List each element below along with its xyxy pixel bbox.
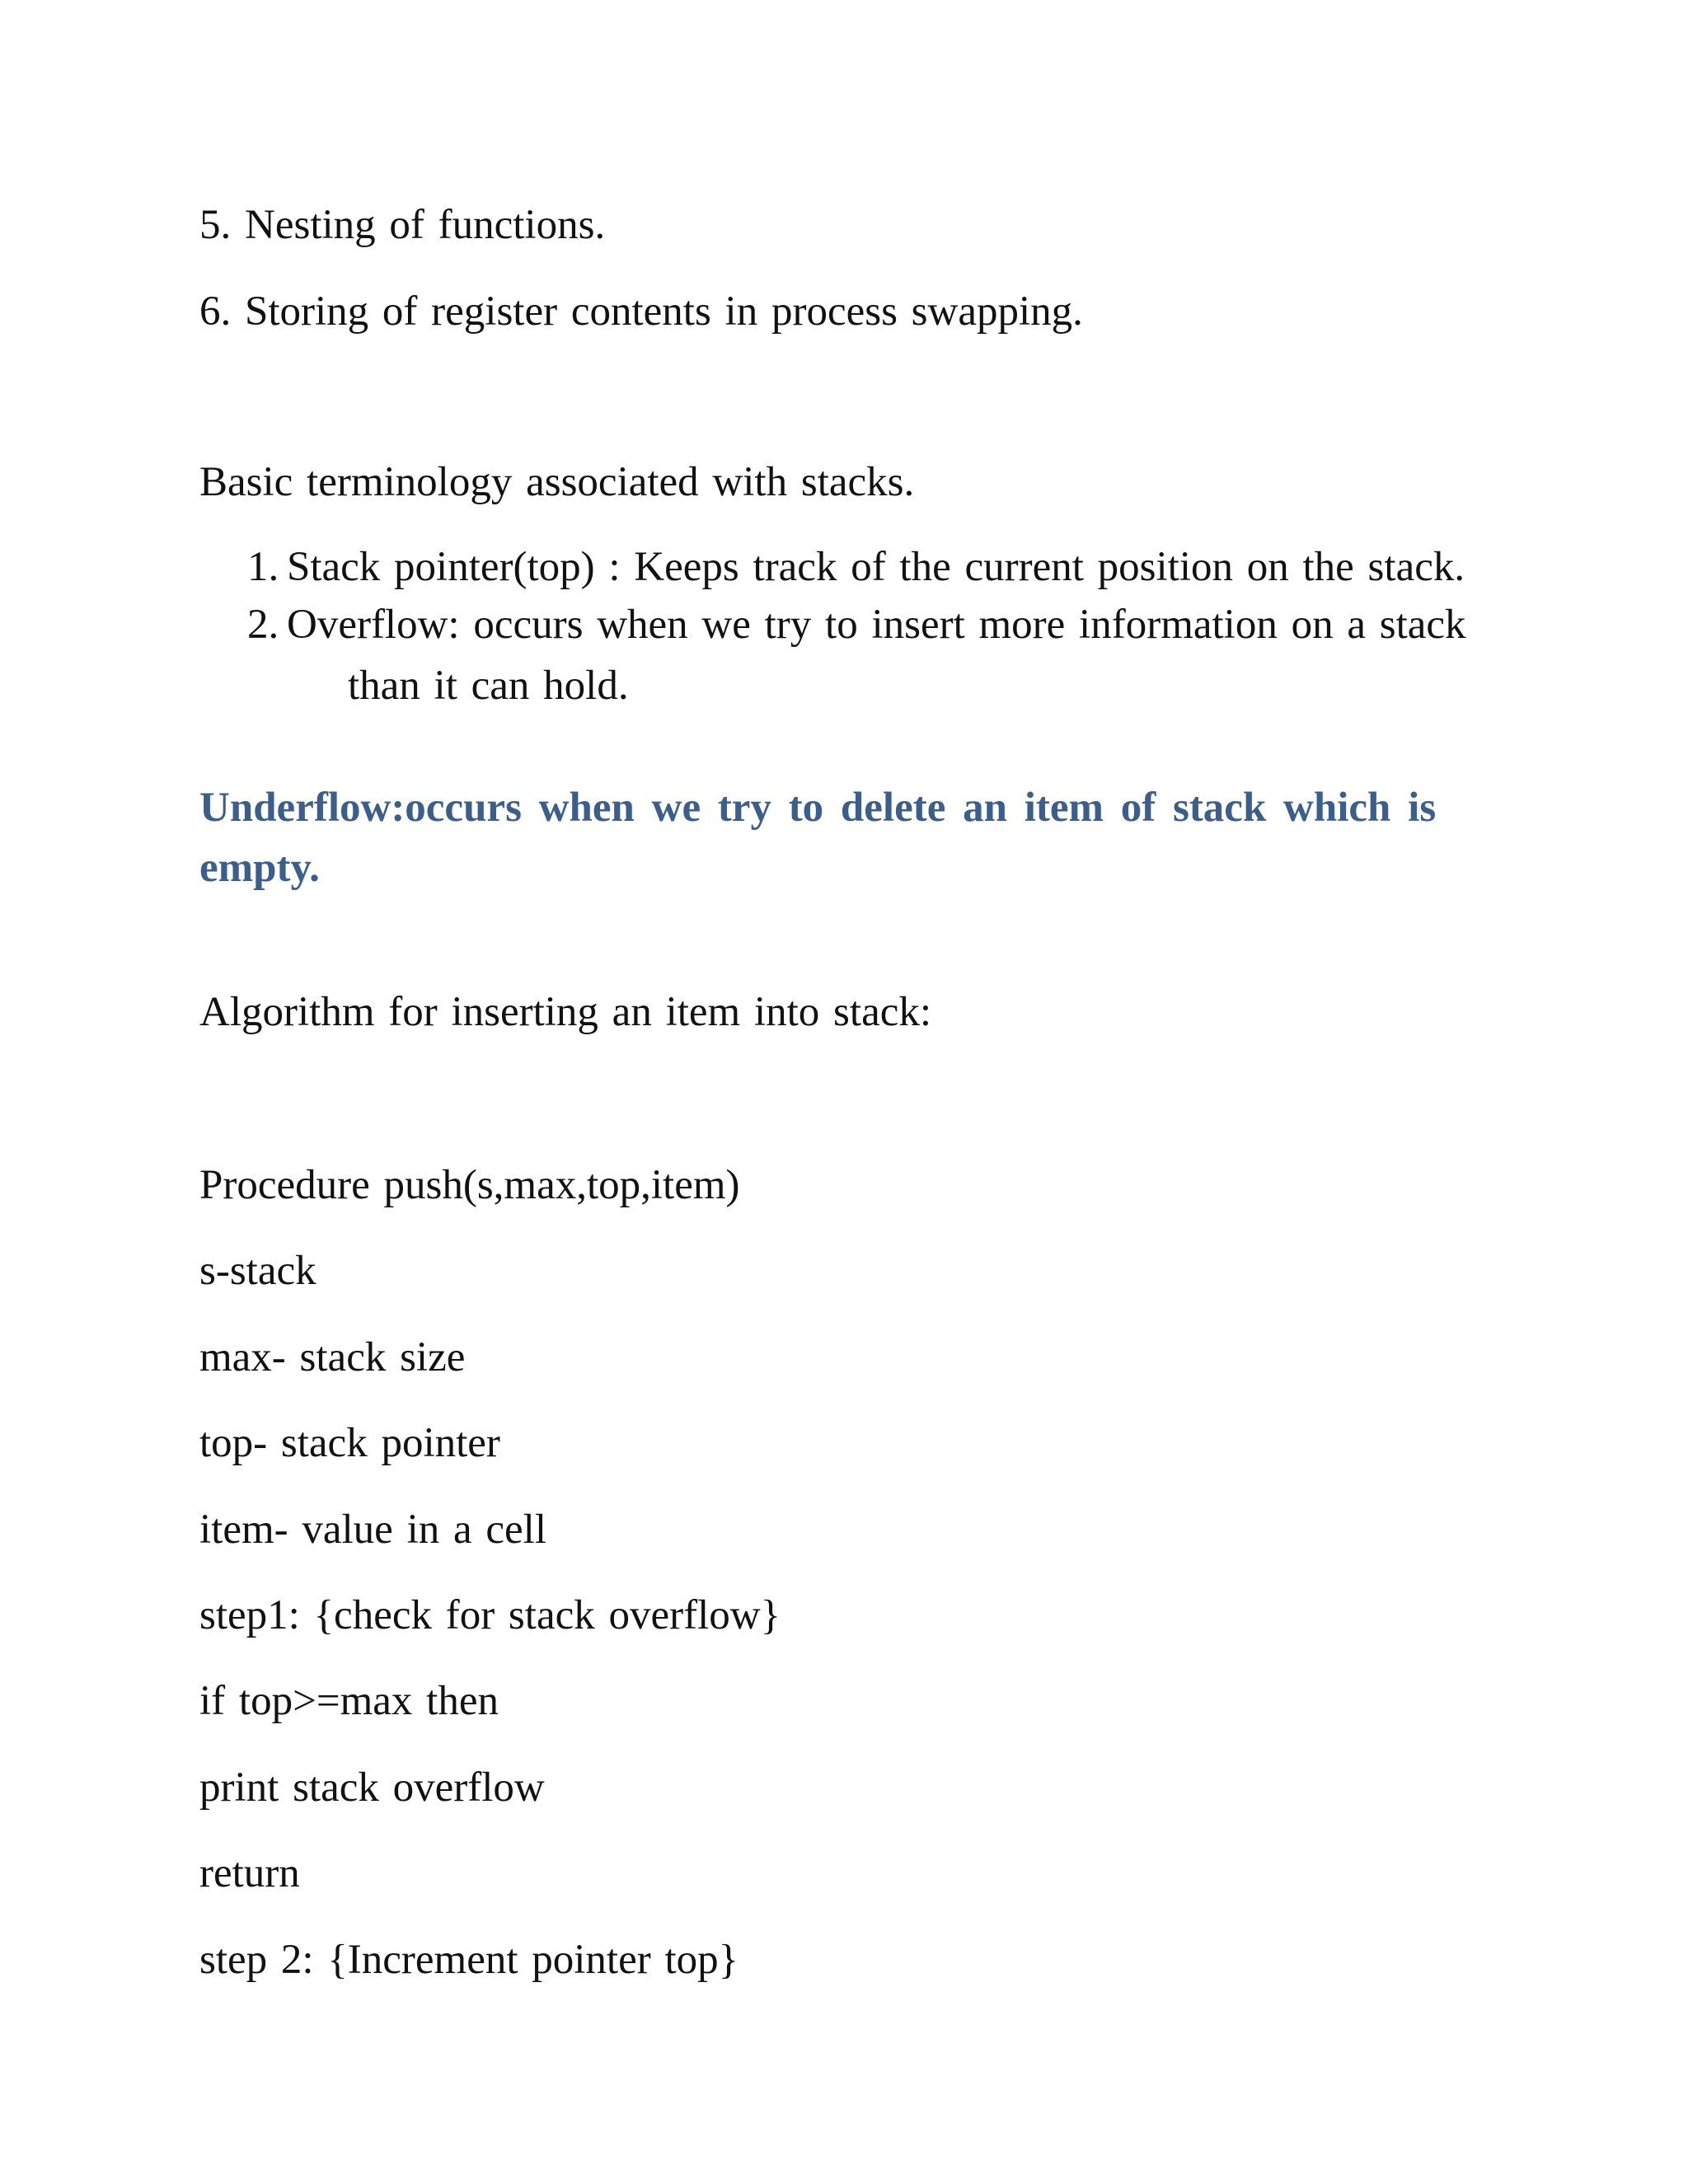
uses-item-5: 5. Nesting of functions. <box>199 202 606 248</box>
uses-item-6: 6. Storing of register contents in process swapping. <box>199 288 1083 335</box>
terminology-heading: Basic terminology associated with stacks. <box>199 459 915 505</box>
algorithm-line-item: item- value in a cell <box>199 1507 546 1553</box>
algorithm-heading: Algorithm for inserting an item into stack: <box>199 989 932 1035</box>
algorithm-line-if: if top>=max then <box>199 1678 499 1724</box>
terminology-item-2-number: 2. <box>247 602 279 648</box>
algorithm-line-step1: step1: {check for stack overflow} <box>199 1592 781 1638</box>
algorithm-line-top: top- stack pointer <box>199 1420 500 1466</box>
algorithm-line-s: s-stack <box>199 1248 316 1294</box>
terminology-item-1 <box>247 542 1465 592</box>
terminology-item-1-text: Stack pointer(top) : Keeps track of the current position on the stack. <box>287 544 1465 590</box>
underflow-line-1: Underflow:occurs when we try to delete an item of stack which is <box>199 785 1437 831</box>
algorithm-line-print: print stack overflow <box>199 1765 545 1811</box>
terminology-item-2-continuation: than it can hold. <box>348 663 629 709</box>
algorithm-line-max: max- stack size <box>199 1334 466 1380</box>
underflow-line-2: empty. <box>199 845 320 891</box>
algorithm-line-procedure: Procedure push(s,max,top,item) <box>199 1162 740 1208</box>
terminology-item-2-text: Overflow: occurs when we try to insert more information on a stack <box>287 602 1466 648</box>
algorithm-line-return: return <box>199 1850 300 1896</box>
algorithm-line-step2: step 2: {Increment pointer top} <box>199 1937 739 1983</box>
terminology-item-2 <box>247 600 1466 649</box>
terminology-item-1-number: 1. <box>247 544 279 590</box>
